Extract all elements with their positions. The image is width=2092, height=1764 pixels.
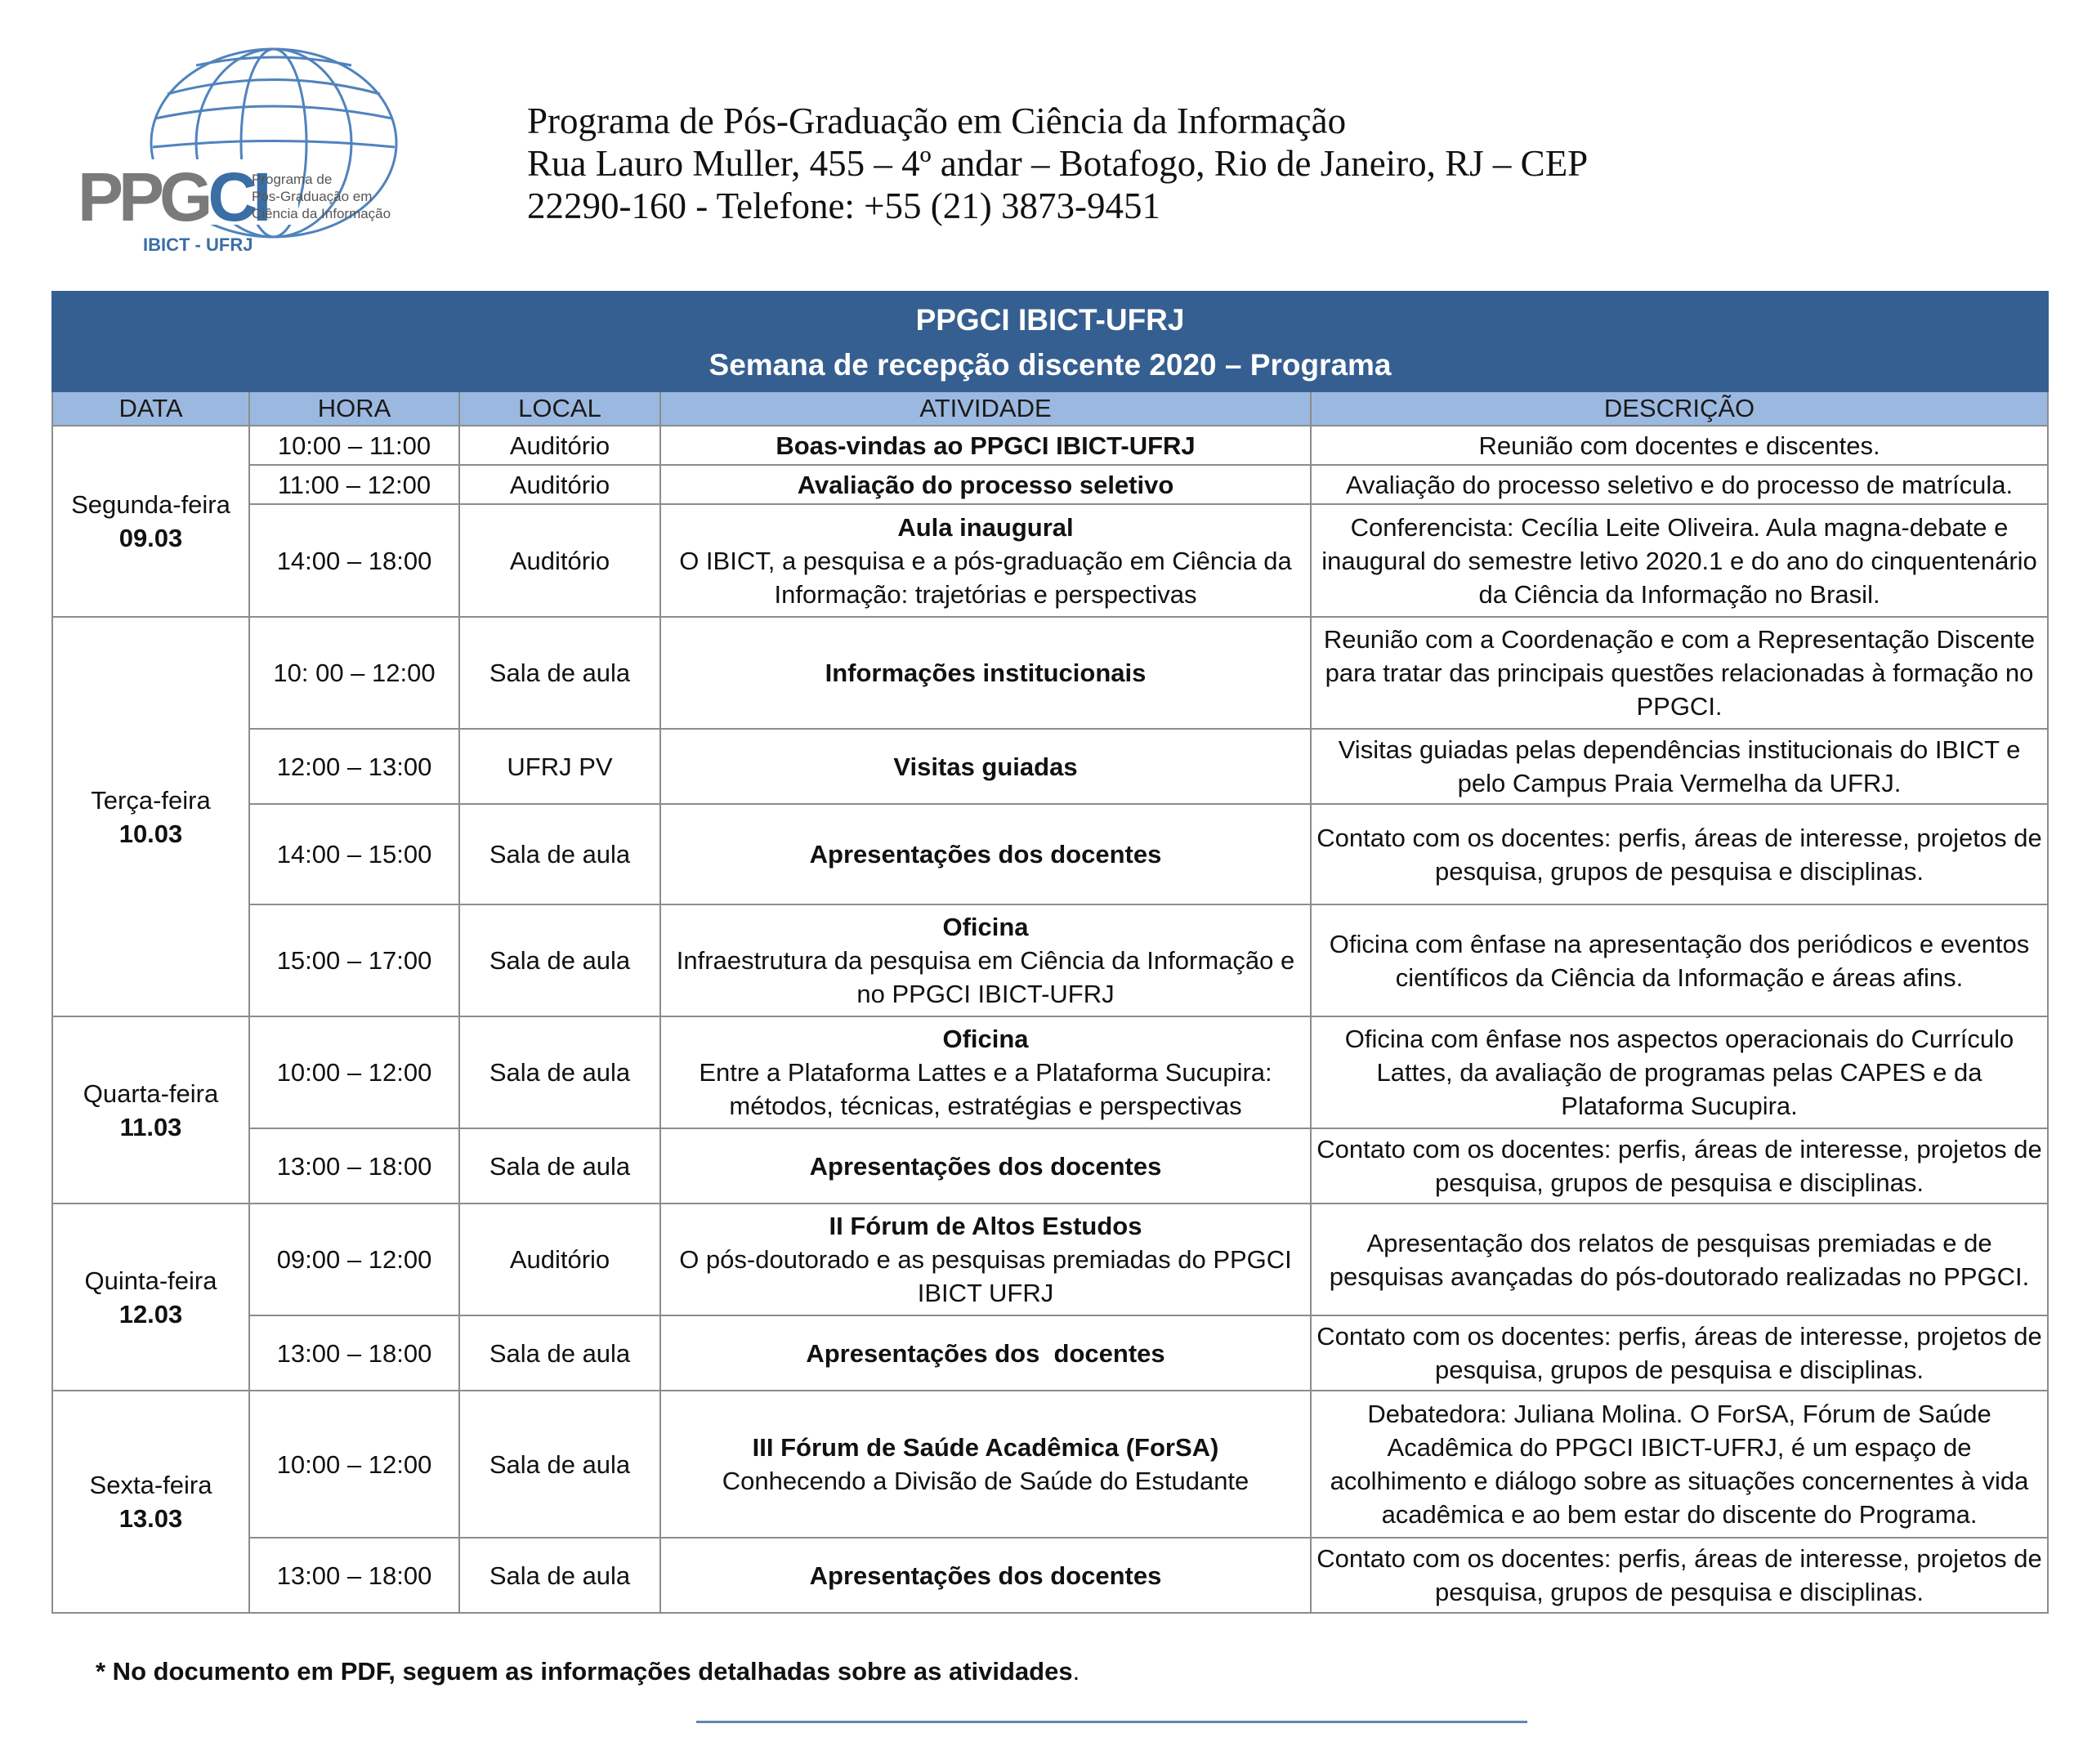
time-cell: 13:00 – 18:00 (249, 1538, 459, 1613)
time-cell: 14:00 – 15:00 (249, 804, 459, 904)
activity-title: III Fórum de Saúde Acadêmica (ForSA) (752, 1433, 1219, 1462)
location-cell: Sala de aula (459, 1391, 660, 1538)
time-cell: 09:00 – 12:00 (249, 1204, 459, 1315)
time-cell: 13:00 – 18:00 (249, 1128, 459, 1204)
time-cell: 10:00 – 12:00 (249, 1016, 459, 1128)
table-row (52, 1538, 2048, 1613)
column-header-hora: HORA (249, 391, 459, 426)
time-cell: 11:00 – 12:00 (249, 465, 459, 504)
description-cell: Debatedora: Juliana Molina. O ForSA, Fórum de Saúde Acadêmica do PPGCI IBICT-UFRJ, é um espaço de acolhimento e diálogo sobre as situações concernentes à vida acadêmica e ao bem estar do discente do Programa. (1311, 1391, 2048, 1538)
activity-title: Apresentações dos docentes (809, 840, 1162, 869)
location-cell: Sala de aula (459, 1016, 660, 1128)
activity-cell (660, 465, 1311, 504)
location-cell: Sala de aula (459, 617, 660, 729)
day-date: 12.03 (118, 1299, 183, 1329)
activity-title: Apresentações dos docentes (806, 1338, 1165, 1368)
activity-subtitle: O IBICT, a pesquisa e a pós-graduação em Ciência da Informação: trajetórias e perspectivas (679, 546, 1292, 609)
activity-subtitle: O pós-doutorado e as pesquisas premiadas do PPGCI IBICT UFRJ (679, 1245, 1292, 1307)
day-cell (52, 426, 249, 617)
logo-line1: Programa de (252, 172, 333, 187)
day-date: 13.03 (118, 1504, 183, 1533)
day-date: 09.03 (118, 524, 183, 552)
time-cell: 12:00 – 13:00 (249, 729, 459, 804)
column-header-local: LOCAL (459, 391, 660, 426)
activity-cell (660, 1016, 1311, 1128)
activity-cell (660, 804, 1311, 904)
day-name: Terça-feira (91, 785, 211, 815)
table-row (52, 465, 2048, 504)
logo-acronym: PPGCI (78, 159, 267, 235)
table-row (52, 504, 2048, 617)
description-cell: Contato com os docentes: perfis, áreas de interesse, projetos de pesquisa, grupos de pesquisa e disciplinas. (1311, 804, 2048, 904)
day-name: Quarta-feira (83, 1078, 219, 1108)
time-cell: 14:00 – 18:00 (249, 504, 459, 617)
location-cell: Sala de aula (459, 1315, 660, 1391)
description-cell: Contato com os docentes: perfis, áreas de interesse, projetos de pesquisa, grupos de pesquisa e disciplinas. (1311, 1315, 2048, 1391)
table-subtitle-text: Semana de recepção discente 2020 – Programa (709, 348, 1392, 382)
logo-line2: Pós-Graduação em (252, 189, 373, 204)
table-row (52, 1204, 2048, 1315)
activity-title: Oficina (942, 1025, 1029, 1053)
activity-cell (660, 1204, 1311, 1315)
day-cell (52, 617, 249, 1016)
logo-line3: Ciência da Informação (252, 206, 391, 221)
time-cell: 13:00 – 18:00 (249, 1315, 459, 1391)
activity-title: Informações institucionais (825, 659, 1147, 687)
description-cell: Contato com os docentes: perfis, áreas de interesse, projetos de pesquisa, grupos de pesquisa e disciplinas. (1311, 1128, 2048, 1204)
address-line-2: Rua Lauro Muller, 455 – 4º andar – Botafogo, Rio de Janeiro, RJ – CEP (527, 143, 1589, 184)
schedule-table (51, 291, 2049, 1614)
description-cell: Oficina com ênfase na apresentação dos periódicos e eventos científicos da Ciência da Informação e áreas afins. (1311, 904, 2048, 1016)
ppgci-logo (65, 45, 425, 266)
activity-cell (660, 1538, 1311, 1613)
activity-title: Aula inaugural (897, 512, 1074, 542)
table-title-row (52, 292, 2048, 391)
day-date: 11.03 (119, 1112, 182, 1141)
description-cell: Oficina com ênfase nos aspectos operacionais do Currículo Lattes, da avaliação de programas pelas CAPES e da Plataforma Sucupira. (1311, 1016, 2048, 1128)
location-cell: Auditório (459, 426, 660, 465)
column-header-descricao: DESCRIÇÃO (1311, 391, 2048, 426)
description-cell: Conferencista: Cecília Leite Oliveira. Aula magna-debate e inaugural do semestre letivo 2020.1 e do ano do cinquentenário da Ciência da Informação no Brasil. (1311, 504, 2048, 617)
activity-title: Visitas guiadas (893, 752, 1078, 781)
activity-title: Oficina (942, 913, 1029, 941)
activity-cell (660, 1391, 1311, 1538)
time-cell: 10: 00 – 12:00 (249, 617, 459, 729)
table-row (52, 1016, 2048, 1128)
column-header-atividade: ATIVIDADE (660, 391, 1311, 426)
activity-cell (660, 1315, 1311, 1391)
location-cell: Auditório (459, 1204, 660, 1315)
description-cell: Avaliação do processo seletivo e do processo de matrícula. (1311, 465, 2048, 504)
day-name: Segunda-feira (71, 490, 230, 519)
globe-logo-icon (65, 45, 425, 266)
location-cell: Sala de aula (459, 1128, 660, 1204)
footnote-tail: . (1072, 1657, 1080, 1686)
activity-title: Avaliação do processo seletivo (797, 470, 1174, 499)
description-cell: Reunião com a Coordenação e com a Representação Discente para tratar das principais questões relacionadas à formação no PPGCI. (1311, 617, 2048, 729)
footnote (96, 1657, 1080, 1686)
time-cell: 10:00 – 12:00 (249, 1391, 459, 1538)
table-row (52, 1391, 2048, 1538)
column-header-data: DATA (52, 391, 249, 426)
day-cell (52, 1016, 249, 1204)
footnote-text: * No documento em PDF, seguem as informações detalhadas sobre as atividades (96, 1657, 1073, 1686)
activity-title: Apresentações dos docentes (809, 1151, 1162, 1181)
description-cell: Apresentação dos relatos de pesquisas premiadas e de pesquisas avançadas do pós-doutorado realizadas no PPGCI. (1311, 1204, 2048, 1315)
location-cell: UFRJ PV (459, 729, 660, 804)
activity-title: Apresentações dos docentes (809, 1561, 1162, 1590)
day-date: 10.03 (118, 819, 183, 848)
table-row (52, 729, 2048, 804)
table-title-text: PPGCI IBICT-UFRJ (915, 303, 1185, 337)
table-row (52, 1128, 2048, 1204)
day-cell (52, 1204, 249, 1391)
table-row (52, 804, 2048, 904)
footer-divider (696, 1721, 1527, 1723)
location-cell: Sala de aula (459, 1538, 660, 1613)
table-header-row (52, 391, 2048, 426)
activity-subtitle: Infraestrutura da pesquisa em Ciência da Informação e no PPGCI IBICT-UFRJ (676, 946, 1295, 1008)
activity-cell (660, 729, 1311, 804)
description-cell: Contato com os docentes: perfis, áreas de interesse, projetos de pesquisa, grupos de pesquisa e disciplinas. (1311, 1538, 2048, 1613)
institution-address (527, 100, 2039, 227)
description-cell: Visitas guiadas pelas dependências institucionais do IBICT e pelo Campus Praia Vermelha da UFRJ. (1311, 729, 2048, 804)
table-row (52, 904, 2048, 1016)
address-line-1: Programa de Pós-Graduação em Ciência da Informação (527, 100, 1347, 141)
activity-subtitle: Entre a Plataforma Lattes e a Plataforma Sucupira: métodos, técnicas, estratégias e perspectivas (699, 1058, 1272, 1120)
description-cell: Reunião com docentes e discentes. (1311, 426, 2048, 465)
table-title (52, 292, 2048, 391)
activity-cell (660, 504, 1311, 617)
table-row (52, 426, 2048, 465)
table-row (52, 617, 2048, 729)
activity-cell (660, 617, 1311, 729)
time-cell: 15:00 – 17:00 (249, 904, 459, 1016)
activity-cell (660, 426, 1311, 465)
activity-cell (660, 1128, 1311, 1204)
day-name: Sexta-feira (89, 1471, 212, 1499)
table-row (52, 1315, 2048, 1391)
logo-institution: IBICT - UFRJ (143, 234, 253, 255)
location-cell: Sala de aula (459, 904, 660, 1016)
day-name: Quinta-feira (84, 1266, 217, 1295)
address-line-3: 22290-160 - Telefone: +55 (21) 3873-9451 (527, 185, 1160, 226)
activity-title: II Fórum de Altos Estudos (829, 1212, 1142, 1240)
activity-subtitle: Conhecendo a Divisão de Saúde do Estudante (722, 1467, 1249, 1495)
location-cell: Auditório (459, 465, 660, 504)
day-cell (52, 1391, 249, 1613)
activity-title: Boas-vindas ao PPGCI IBICT-UFRJ (776, 431, 1196, 460)
time-cell: 10:00 – 11:00 (249, 426, 459, 465)
location-cell: Sala de aula (459, 804, 660, 904)
activity-cell (660, 904, 1311, 1016)
location-cell: Auditório (459, 504, 660, 617)
